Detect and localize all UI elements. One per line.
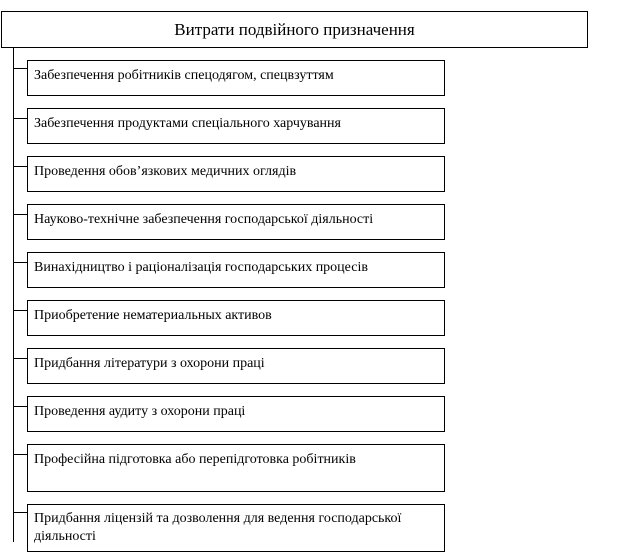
child-label: Придбання літератури з охорони праці <box>34 356 265 371</box>
child-node <box>27 396 445 432</box>
child-label: Винахідництво і раціоналізація господарських процесів <box>34 260 368 275</box>
branch-line <box>13 68 27 69</box>
root-label: Витрати подвійного призначення <box>174 19 415 39</box>
child-node <box>27 252 445 288</box>
branch-line <box>13 512 27 513</box>
branch-line <box>13 310 27 311</box>
child-label: Придбання ліцензій та дозволення для ведення господарської діяльності <box>34 511 402 544</box>
branch-line <box>13 406 27 407</box>
child-node <box>27 348 445 384</box>
branch-line <box>13 214 27 215</box>
child-label: Науково-технічне забезпечення господарської діяльності <box>34 212 374 227</box>
child-node <box>27 156 445 192</box>
child-label: Проведення аудиту з охорони праці <box>34 404 246 419</box>
branch-line <box>13 118 27 119</box>
child-node <box>27 300 445 336</box>
branch-line <box>13 166 27 167</box>
branch-line <box>13 262 27 263</box>
child-node <box>27 108 445 144</box>
child-node <box>27 504 445 552</box>
child-label: Проведення обов’язкових медичних оглядів <box>34 164 297 179</box>
branch-line <box>13 358 27 359</box>
child-node <box>27 60 445 96</box>
child-label: Професійна підготовка або перепідготовка робітників <box>34 452 356 467</box>
child-node <box>27 204 445 240</box>
child-node <box>27 444 445 492</box>
child-label: Приобретение нематериальных активов <box>34 308 272 323</box>
child-label: Забезпечення робітників спецодягом, спецвзуттям <box>34 68 334 83</box>
trunk-line <box>13 48 14 542</box>
root-node <box>1 11 588 48</box>
child-label: Забезпечення продуктами спеціального харчування <box>34 116 341 131</box>
branch-line <box>13 454 27 455</box>
